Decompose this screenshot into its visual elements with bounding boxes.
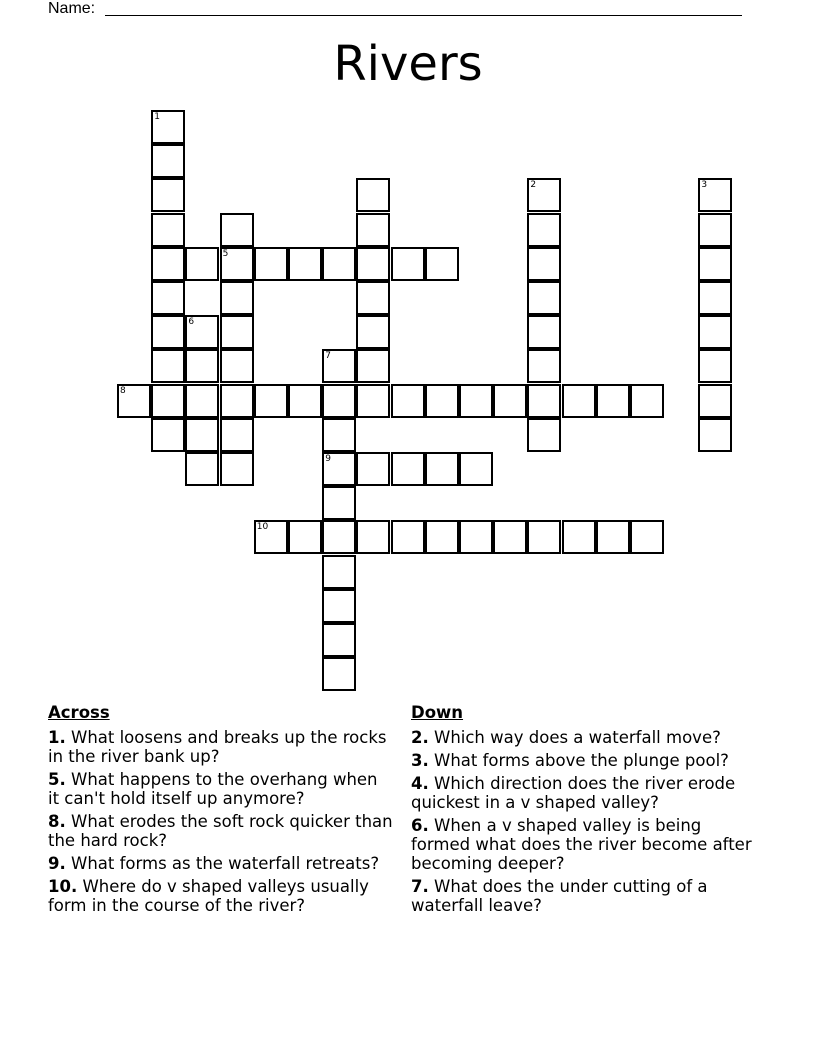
grid-cell[interactable] <box>185 315 219 349</box>
grid-cell[interactable] <box>391 520 425 554</box>
grid-cell[interactable] <box>356 281 390 315</box>
grid-cell[interactable] <box>151 418 185 452</box>
grid-cell[interactable] <box>425 247 459 281</box>
grid-cell[interactable] <box>698 281 732 315</box>
grid-cell[interactable] <box>220 281 254 315</box>
grid-cell[interactable] <box>698 349 732 383</box>
grid-cell[interactable] <box>220 349 254 383</box>
grid-cell[interactable] <box>527 418 561 452</box>
grid-cell[interactable] <box>322 555 356 589</box>
grid-cell[interactable] <box>322 623 356 657</box>
across-clue: 1. What loosens and breaks up the rocks in the river bank up? <box>48 728 387 766</box>
grid-cell[interactable] <box>356 213 390 247</box>
down-clue: 2. Which way does a waterfall move? <box>411 728 721 747</box>
page-title: Rivers <box>333 36 483 92</box>
grid-cell[interactable] <box>425 384 459 418</box>
across-clue: 9. What forms as the waterfall retreats? <box>48 854 380 873</box>
grid-cell[interactable] <box>356 178 390 212</box>
grid-cell[interactable] <box>630 520 664 554</box>
grid-cell[interactable] <box>493 384 527 418</box>
grid-cell[interactable] <box>698 247 732 281</box>
grid-cell[interactable] <box>356 452 390 486</box>
grid-cell[interactable] <box>220 418 254 452</box>
grid-cell[interactable] <box>698 384 732 418</box>
grid-cell[interactable] <box>185 418 219 452</box>
grid-cell[interactable] <box>698 315 732 349</box>
across-clues <box>48 703 393 919</box>
grid-cell[interactable] <box>698 418 732 452</box>
clue-number: 5 <box>222 248 229 259</box>
grid-cell[interactable] <box>527 178 561 212</box>
grid-cell[interactable] <box>288 520 322 554</box>
grid-cell[interactable] <box>151 178 185 212</box>
clue-number: 9 <box>325 454 331 464</box>
grid-cell[interactable] <box>459 384 493 418</box>
grid-cell[interactable] <box>220 247 254 281</box>
grid-cell[interactable] <box>425 520 459 554</box>
grid-cell[interactable] <box>220 315 254 349</box>
grid-cell[interactable] <box>185 247 219 281</box>
across-heading: Across <box>48 703 110 722</box>
down-clues <box>411 703 756 919</box>
grid-cell[interactable] <box>151 213 185 247</box>
name-label: Name: <box>48 0 96 17</box>
grid-cell[interactable] <box>117 384 151 418</box>
clue-number: 2 <box>530 180 537 191</box>
grid-cell[interactable] <box>151 315 185 349</box>
grid-cell[interactable] <box>322 384 356 418</box>
grid-cell[interactable] <box>596 384 630 418</box>
grid-cell[interactable] <box>288 384 322 418</box>
grid-cell[interactable] <box>391 384 425 418</box>
grid-cell[interactable] <box>527 315 561 349</box>
grid-cell[interactable] <box>493 520 527 554</box>
grid-cell[interactable] <box>527 247 561 281</box>
grid-cell[interactable] <box>322 657 356 691</box>
grid-cell[interactable] <box>527 349 561 383</box>
grid-cell[interactable] <box>527 520 561 554</box>
down-clue: 3. What forms above the plunge pool? <box>411 751 729 770</box>
grid-cell[interactable] <box>391 247 425 281</box>
grid-cell[interactable] <box>698 178 732 212</box>
clue-number: 10 <box>256 522 269 533</box>
grid-cell[interactable] <box>151 384 185 418</box>
down-clue: 6. When a v shaped valley is being formed what does the river become after becoming deeper? <box>411 816 752 873</box>
grid-cell[interactable] <box>151 349 185 383</box>
grid-cell[interactable] <box>596 520 630 554</box>
grid-cell[interactable] <box>356 247 390 281</box>
grid-cell[interactable] <box>322 452 356 486</box>
grid-cell[interactable] <box>459 520 493 554</box>
down-heading: Down <box>411 703 464 722</box>
grid-cell[interactable] <box>151 247 185 281</box>
grid-cell[interactable] <box>425 452 459 486</box>
grid-cell[interactable] <box>220 213 254 247</box>
grid-cell[interactable] <box>185 452 219 486</box>
grid-cell[interactable] <box>151 144 185 178</box>
clue-number: 6 <box>188 317 195 328</box>
grid-cell[interactable] <box>151 110 185 144</box>
grid-cell[interactable] <box>220 384 254 418</box>
grid-cell[interactable] <box>527 384 561 418</box>
grid-cell[interactable] <box>185 384 219 418</box>
clue-number: 3 <box>701 180 708 191</box>
across-clue: 8. What erodes the soft rock quicker than the hard rock? <box>48 812 393 850</box>
grid-cell[interactable] <box>527 281 561 315</box>
down-clue: 4. Which direction does the river erode quickest in a v shaped valley? <box>411 774 736 812</box>
grid-cell[interactable] <box>356 315 390 349</box>
grid-cell[interactable] <box>562 384 596 418</box>
clue-number: 8 <box>120 385 126 396</box>
grid-cell[interactable] <box>356 349 390 383</box>
grid-cell[interactable] <box>630 384 664 418</box>
grid-cell[interactable] <box>254 247 288 281</box>
grid-cell[interactable] <box>322 520 356 554</box>
across-clue: 5. What happens to the overhang when it can't hold itself up anymore? <box>48 770 378 808</box>
grid-cell[interactable] <box>322 247 356 281</box>
grid-cell[interactable] <box>151 281 185 315</box>
down-clue: 7. What does the under cutting of a waterfall leave? <box>411 877 708 915</box>
grid-cell[interactable] <box>322 589 356 623</box>
grid-cell[interactable] <box>356 520 390 554</box>
grid-cell[interactable] <box>254 520 288 554</box>
grid-cell[interactable] <box>185 349 219 383</box>
grid-cell[interactable] <box>562 520 596 554</box>
grid-cell[interactable] <box>322 349 356 383</box>
clue-number: 1 <box>154 112 160 122</box>
grid-cell[interactable] <box>254 384 288 418</box>
grid-cell[interactable] <box>356 384 390 418</box>
clue-number: 7 <box>325 351 331 362</box>
grid-cell[interactable] <box>391 452 425 486</box>
across-clue: 10. Where do v shaped valleys usually form in the course of the river? <box>48 877 369 915</box>
grid-cell[interactable] <box>322 486 356 520</box>
grid-cell[interactable] <box>322 418 356 452</box>
grid-cell[interactable] <box>527 213 561 247</box>
grid-cell[interactable] <box>698 213 732 247</box>
grid-cell[interactable] <box>459 452 493 486</box>
grid-cell[interactable] <box>288 247 322 281</box>
grid-cell[interactable] <box>220 452 254 486</box>
